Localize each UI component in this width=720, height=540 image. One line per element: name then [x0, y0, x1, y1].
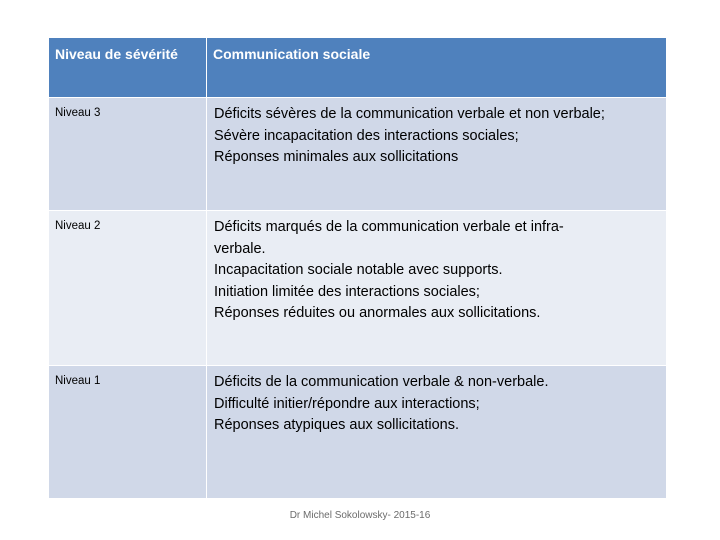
- description-line: Difficulté initier/répondre aux interactions;: [214, 395, 480, 412]
- description-line: Déficits sévères de la communication verbale et non verbale;: [214, 106, 605, 122]
- table-row: [49, 98, 667, 211]
- description-line: Initiation limitée des interactions sociales;: [214, 283, 480, 300]
- header-social-communication: Communication sociale: [207, 38, 667, 98]
- severity-level-cell: Niveau 3: [49, 98, 207, 211]
- table-row: [49, 211, 667, 366]
- description-line: Réponses minimales aux sollicitations: [214, 149, 459, 165]
- severity-table: [48, 37, 667, 499]
- header-severity-level: Niveau de sévérité: [49, 38, 207, 98]
- description-cell: [207, 366, 667, 499]
- description-line: Réponses atypiques aux sollicitations.: [214, 417, 460, 433]
- description-cell: [207, 98, 667, 211]
- description-line: Réponses réduites ou anormales aux sollicitations.: [214, 305, 541, 321]
- severity-level-cell: Niveau 1: [49, 366, 207, 499]
- footer-credit: Dr Michel Sokolowsky- 2015-16: [289, 510, 431, 521]
- description-line: Déficits marqués de la communication verbale et infra-: [214, 219, 564, 235]
- description-line: Incapacitation sociale notable avec supports.: [214, 262, 503, 278]
- description-line: Déficits de la communication verbale & non-verbale.: [214, 374, 549, 390]
- description-cell: [207, 211, 667, 366]
- table-header-row: [49, 38, 667, 98]
- table-row: [49, 366, 667, 499]
- description-line: verbale.: [214, 240, 266, 257]
- description-line: Sévère incapacitation des interactions sociales;: [214, 127, 519, 144]
- severity-level-cell: Niveau 2: [49, 211, 207, 366]
